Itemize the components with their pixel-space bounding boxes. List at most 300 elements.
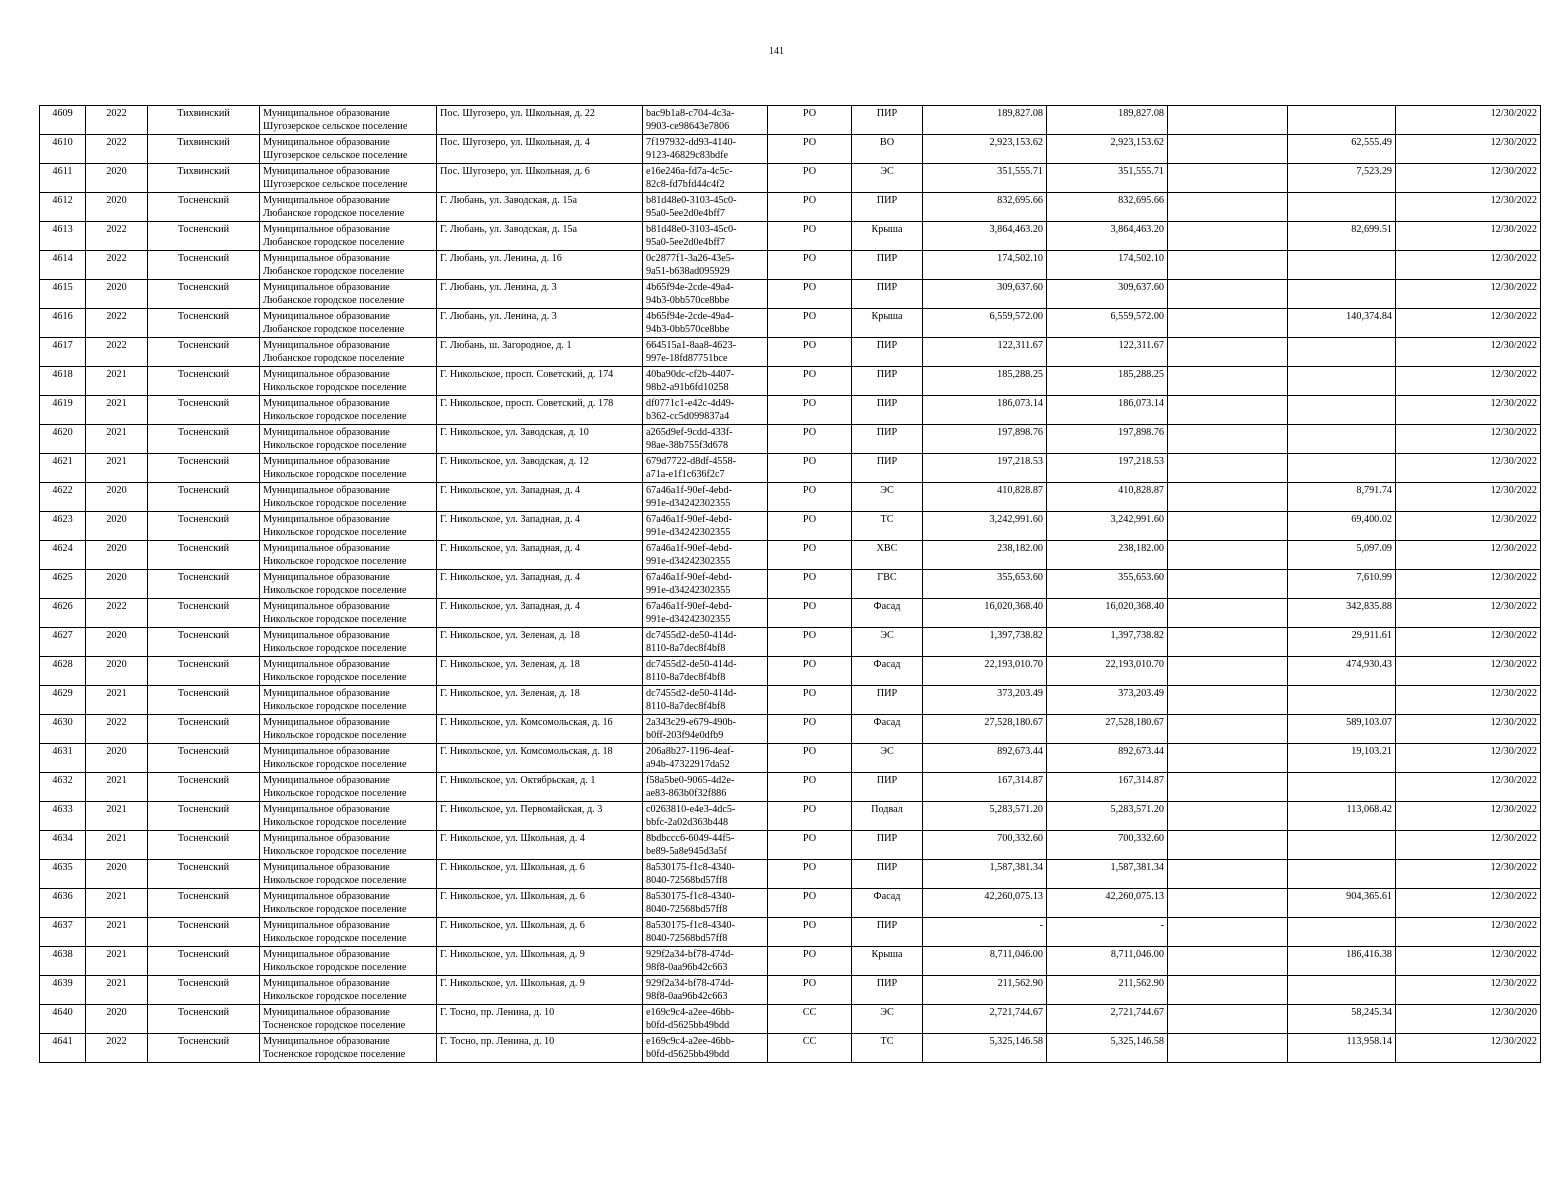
cell-cost-total: 197,218.53	[1047, 454, 1168, 483]
cell-house-id-line: a71a-e1f1c636f2c7	[646, 469, 725, 480]
cell-municipality-line: Муниципальное образование	[263, 253, 390, 264]
cell-house-id-line: 997e-18fd87751bce	[646, 353, 728, 364]
cell-amount	[1288, 773, 1396, 802]
cell-district: Тосненский	[148, 889, 260, 918]
cell-municipality	[260, 947, 437, 976]
cell-municipality-line: Муниципальное образование	[263, 572, 390, 583]
table-row	[40, 512, 1541, 541]
cell-house-id-line: c0263810-e4e3-4dc5-	[646, 804, 736, 815]
cell-work-type: ВО	[852, 135, 923, 164]
cell-house-id	[643, 889, 768, 918]
cell-year: 2021	[86, 831, 148, 860]
cell-address: Г. Никольское, ул. Заводская, д. 10	[437, 425, 643, 454]
cell-type: РО	[768, 744, 852, 773]
cell-row-number: 4616	[40, 309, 86, 338]
cell-municipality-line: Никольское городское поселение	[263, 846, 407, 857]
table-row	[40, 657, 1541, 686]
cell-house-id	[643, 222, 768, 251]
cell-municipality-line: Муниципальное образование	[263, 949, 390, 960]
cell-house-id	[643, 947, 768, 976]
cell-house-id	[643, 744, 768, 773]
cell-municipality-line: Муниципальное образование	[263, 456, 390, 467]
cell-address: Г. Никольское, ул. Школьная, д. 6	[437, 918, 643, 947]
cell-municipality-line: Муниципальное образование	[263, 804, 390, 815]
cell-address: Г. Никольское, ул. Западная, д. 4	[437, 599, 643, 628]
cell-date: 12/30/2022	[1396, 802, 1541, 831]
cell-year: 2020	[86, 280, 148, 309]
cell-type: РО	[768, 193, 852, 222]
cell-municipality-line: Никольское городское поселение	[263, 991, 407, 1002]
cell-district: Тосненский	[148, 454, 260, 483]
cell-date: 12/30/2022	[1396, 744, 1541, 773]
cell-row-number: 4621	[40, 454, 86, 483]
cell-row-number: 4631	[40, 744, 86, 773]
cell-type: РО	[768, 889, 852, 918]
cell-row-number: 4611	[40, 164, 86, 193]
cell-work-type: ПИР	[852, 454, 923, 483]
cell-house-id-line: f58a5be0-9065-4d2e-	[646, 775, 735, 786]
cell-municipality-line: Муниципальное образование	[263, 195, 390, 206]
cell-address: Г. Никольское, ул. Школьная, д. 9	[437, 976, 643, 1005]
cell-municipality-line: Никольское городское поселение	[263, 556, 407, 567]
cell-house-id-line: 4b65f94e-2cde-49a4-	[646, 311, 734, 322]
cell-date: 12/30/2022	[1396, 1034, 1541, 1063]
cell-house-id	[643, 367, 768, 396]
cell-municipality	[260, 889, 437, 918]
cell-house-id-line: 991e-d34242302355	[646, 556, 731, 567]
cell-address: Г. Любань, ул. Заводская, д. 15а	[437, 193, 643, 222]
cell-cost-total: 355,653.60	[1047, 570, 1168, 599]
cell-municipality-line: Муниципальное образование	[263, 1036, 390, 1047]
cell-amount: 69,400.02	[1288, 512, 1396, 541]
cell-municipality	[260, 338, 437, 367]
cell-cost: 5,325,146.58	[923, 1034, 1047, 1063]
cell-district: Тихвинский	[148, 164, 260, 193]
cell-cost-total: 2,923,153.62	[1047, 135, 1168, 164]
cell-district: Тихвинский	[148, 135, 260, 164]
cell-empty	[1168, 599, 1288, 628]
cell-year: 2020	[86, 512, 148, 541]
cell-empty	[1168, 1005, 1288, 1034]
table-row	[40, 106, 1541, 135]
cell-address: Г. Никольское, ул. Школьная, д. 9	[437, 947, 643, 976]
cell-type: РО	[768, 918, 852, 947]
cell-district: Тосненский	[148, 860, 260, 889]
cell-district: Тосненский	[148, 918, 260, 947]
table-row	[40, 541, 1541, 570]
cell-cost: 197,898.76	[923, 425, 1047, 454]
cell-row-number: 4629	[40, 686, 86, 715]
table-row	[40, 164, 1541, 193]
cell-municipality	[260, 541, 437, 570]
cell-amount: 8,791.74	[1288, 483, 1396, 512]
cell-date: 12/30/2022	[1396, 715, 1541, 744]
cell-date: 12/30/2022	[1396, 773, 1541, 802]
cell-cost: 22,193,010.70	[923, 657, 1047, 686]
cell-district: Тосненский	[148, 802, 260, 831]
cell-empty	[1168, 657, 1288, 686]
cell-work-type: ЭС	[852, 1005, 923, 1034]
cell-date: 12/30/2022	[1396, 628, 1541, 657]
table-row	[40, 773, 1541, 802]
cell-type: РО	[768, 309, 852, 338]
cell-municipality	[260, 628, 437, 657]
cell-house-id-line: 8110-8a7dec8f4bf8	[646, 672, 726, 683]
cell-house-id	[643, 135, 768, 164]
cell-empty	[1168, 686, 1288, 715]
cell-district: Тосненский	[148, 425, 260, 454]
cell-district: Тосненский	[148, 251, 260, 280]
cell-type: РО	[768, 715, 852, 744]
table-row	[40, 744, 1541, 773]
table-row	[40, 628, 1541, 657]
table-row	[40, 715, 1541, 744]
cell-municipality-line: Никольское городское поселение	[263, 817, 407, 828]
cell-empty	[1168, 164, 1288, 193]
cell-municipality-line: Муниципальное образование	[263, 224, 390, 235]
cell-district: Тосненский	[148, 599, 260, 628]
table-row	[40, 425, 1541, 454]
cell-amount	[1288, 280, 1396, 309]
cell-house-id-line: 8a530175-f1c8-4340-	[646, 920, 735, 931]
cell-municipality-line: Никольское городское поселение	[263, 614, 407, 625]
cell-year: 2021	[86, 976, 148, 1005]
page-number: 141	[769, 46, 784, 57]
cell-empty	[1168, 396, 1288, 425]
cell-municipality-line: Никольское городское поселение	[263, 933, 407, 944]
cell-empty	[1168, 1034, 1288, 1063]
cell-year: 2021	[86, 367, 148, 396]
cell-date: 12/30/2022	[1396, 280, 1541, 309]
cell-house-id	[643, 454, 768, 483]
cell-municipality-line: Никольское городское поселение	[263, 672, 407, 683]
cell-address: Г. Никольское, просп. Советский, д. 178	[437, 396, 643, 425]
table-row	[40, 193, 1541, 222]
cell-cost-total: 2,721,744.67	[1047, 1005, 1168, 1034]
cell-house-id-line: 664515a1-8aa8-4623-	[646, 340, 736, 351]
cell-empty	[1168, 135, 1288, 164]
table-row	[40, 976, 1541, 1005]
cell-work-type: ХВС	[852, 541, 923, 570]
cell-empty	[1168, 541, 1288, 570]
cell-house-id-line: 8110-8a7dec8f4bf8	[646, 701, 726, 712]
cell-type: РО	[768, 541, 852, 570]
cell-row-number: 4609	[40, 106, 86, 135]
cell-house-id	[643, 831, 768, 860]
cell-municipality-line: Муниципальное образование	[263, 340, 390, 351]
cell-cost-total: 351,555.71	[1047, 164, 1168, 193]
cell-date: 12/30/2022	[1396, 976, 1541, 1005]
cell-district: Тосненский	[148, 512, 260, 541]
cell-municipality-line: Муниципальное образование	[263, 601, 390, 612]
cell-municipality	[260, 860, 437, 889]
cell-house-id-line: 991e-d34242302355	[646, 498, 731, 509]
cell-cost: 355,653.60	[923, 570, 1047, 599]
cell-address: Г. Никольское, ул. Комсомольская, д. 16	[437, 715, 643, 744]
cell-row-number: 4628	[40, 657, 86, 686]
cell-work-type: Крыша	[852, 309, 923, 338]
cell-house-id-line: 9123-46829c83bdfe	[646, 150, 729, 161]
cell-amount: 19,103.21	[1288, 744, 1396, 773]
cell-empty	[1168, 889, 1288, 918]
cell-year: 2021	[86, 802, 148, 831]
cell-municipality	[260, 135, 437, 164]
cell-address: Г. Никольское, ул. Западная, д. 4	[437, 541, 643, 570]
cell-address: Г. Никольское, ул. Заводская, д. 12	[437, 454, 643, 483]
cell-cost-total: 410,828.87	[1047, 483, 1168, 512]
cell-municipality	[260, 193, 437, 222]
cell-row-number: 4612	[40, 193, 86, 222]
cell-work-type: ЭС	[852, 483, 923, 512]
cell-year: 2020	[86, 1005, 148, 1034]
cell-date: 12/30/2022	[1396, 889, 1541, 918]
cell-district: Тосненский	[148, 773, 260, 802]
cell-municipality	[260, 454, 437, 483]
cell-amount: 7,610.99	[1288, 570, 1396, 599]
cell-empty	[1168, 715, 1288, 744]
cell-row-number: 4632	[40, 773, 86, 802]
cell-house-id-line: 8110-8a7dec8f4bf8	[646, 643, 726, 654]
cell-amount	[1288, 193, 1396, 222]
cell-type: РО	[768, 280, 852, 309]
cell-municipality-line: Муниципальное образование	[263, 688, 390, 699]
cell-year: 2020	[86, 164, 148, 193]
cell-municipality-line: Никольское городское поселение	[263, 701, 407, 712]
cell-municipality	[260, 251, 437, 280]
cell-cost-total: 3,242,991.60	[1047, 512, 1168, 541]
cell-row-number: 4614	[40, 251, 86, 280]
cell-row-number: 4640	[40, 1005, 86, 1034]
cell-address: Г. Никольское, просп. Советский, д. 174	[437, 367, 643, 396]
cell-row-number: 4630	[40, 715, 86, 744]
cell-type: СС	[768, 1034, 852, 1063]
table-row	[40, 338, 1541, 367]
cell-type: РО	[768, 164, 852, 193]
cell-house-id	[643, 599, 768, 628]
cell-house-id-line: a265d9ef-9cdd-433f-	[646, 427, 733, 438]
cell-cost: 892,673.44	[923, 744, 1047, 773]
cell-cost: 27,528,180.67	[923, 715, 1047, 744]
cell-municipality-line: Муниципальное образование	[263, 108, 390, 119]
table-row	[40, 251, 1541, 280]
cell-cost: 832,695.66	[923, 193, 1047, 222]
cell-date: 12/30/2022	[1396, 135, 1541, 164]
cell-house-id-line: 82c8-fd7bfd44c4f2	[646, 179, 725, 190]
cell-date: 12/30/2022	[1396, 396, 1541, 425]
cell-district: Тосненский	[148, 309, 260, 338]
cell-address: Г. Никольское, ул. Первомайская, д. 3	[437, 802, 643, 831]
cell-address: Г. Любань, ул. Ленина, д. 3	[437, 309, 643, 338]
cell-empty	[1168, 454, 1288, 483]
cell-municipality	[260, 599, 437, 628]
cell-house-id	[643, 715, 768, 744]
cell-municipality	[260, 512, 437, 541]
cell-cost-total: 3,864,463.20	[1047, 222, 1168, 251]
cell-house-id-line: dc7455d2-de50-414d-	[646, 630, 737, 641]
cell-type: РО	[768, 483, 852, 512]
cell-address: Г. Никольское, ул. Школьная, д. 6	[437, 860, 643, 889]
cell-municipality-line: Любанское городское поселение	[263, 295, 405, 306]
cell-year: 2022	[86, 1034, 148, 1063]
cell-district: Тосненский	[148, 193, 260, 222]
cell-house-id-line: 4b65f94e-2cde-49a4-	[646, 282, 734, 293]
cell-municipality-line: Любанское городское поселение	[263, 266, 405, 277]
cell-empty	[1168, 628, 1288, 657]
cell-cost: 700,332.60	[923, 831, 1047, 860]
cell-type: РО	[768, 251, 852, 280]
cell-address: Г. Любань, ул. Ленина, д. 16	[437, 251, 643, 280]
cell-year: 2022	[86, 222, 148, 251]
cell-amount	[1288, 396, 1396, 425]
cell-address: Г. Никольское, ул. Зеленая, д. 18	[437, 657, 643, 686]
cell-house-id-line: df0771c1-e42c-4d49-	[646, 398, 735, 409]
cell-district: Тосненский	[148, 367, 260, 396]
cell-type: РО	[768, 425, 852, 454]
cell-row-number: 4637	[40, 918, 86, 947]
cell-cost-total: 42,260,075.13	[1047, 889, 1168, 918]
cell-house-id-line: 95a0-5ee2d0e4bff7	[646, 208, 726, 219]
table-row	[40, 1005, 1541, 1034]
cell-cost: 6,559,572.00	[923, 309, 1047, 338]
cell-cost-total: 892,673.44	[1047, 744, 1168, 773]
cell-address: Г. Любань, ш. Загородное, д. 1	[437, 338, 643, 367]
table-row	[40, 222, 1541, 251]
cell-type: РО	[768, 628, 852, 657]
cell-district: Тосненский	[148, 541, 260, 570]
cell-date: 12/30/2022	[1396, 164, 1541, 193]
cell-amount	[1288, 367, 1396, 396]
cell-cost-total: 167,314.87	[1047, 773, 1168, 802]
cell-house-id-line: 7f197932-dd93-4140-	[646, 137, 736, 148]
cell-work-type: ТС	[852, 1034, 923, 1063]
cell-address: Г. Тосно, пр. Ленина, д. 10	[437, 1005, 643, 1034]
cell-year: 2020	[86, 628, 148, 657]
cell-house-id	[643, 541, 768, 570]
cell-empty	[1168, 570, 1288, 599]
cell-house-id-line: 67a46a1f-90ef-4ebd-	[646, 543, 732, 554]
cell-house-id-line: dc7455d2-de50-414d-	[646, 659, 737, 670]
cell-year: 2021	[86, 425, 148, 454]
cell-house-id	[643, 773, 768, 802]
cell-amount	[1288, 425, 1396, 454]
cell-cost: 16,020,368.40	[923, 599, 1047, 628]
cell-address: Г. Любань, ул. Ленина, д. 3	[437, 280, 643, 309]
cell-house-id	[643, 570, 768, 599]
cell-date: 12/30/2022	[1396, 599, 1541, 628]
cell-cost-total: 832,695.66	[1047, 193, 1168, 222]
cell-municipality-line: Никольское городское поселение	[263, 382, 407, 393]
cell-municipality-line: Никольское городское поселение	[263, 730, 407, 741]
cell-work-type: ПИР	[852, 367, 923, 396]
cell-municipality-line: Никольское городское поселение	[263, 759, 407, 770]
cell-row-number: 4641	[40, 1034, 86, 1063]
cell-row-number: 4625	[40, 570, 86, 599]
cell-year: 2022	[86, 599, 148, 628]
table-row	[40, 135, 1541, 164]
cell-amount	[1288, 454, 1396, 483]
cell-year: 2022	[86, 715, 148, 744]
cell-amount	[1288, 251, 1396, 280]
cell-house-id-line: b81d48e0-3103-45c0-	[646, 224, 737, 235]
cell-house-id-line: 206a8b27-1196-4eaf-	[646, 746, 734, 757]
cell-district: Тихвинский	[148, 106, 260, 135]
cell-work-type: ПИР	[852, 396, 923, 425]
cell-address: Пос. Шугозеро, ул. Школьная, д. 6	[437, 164, 643, 193]
cell-type: РО	[768, 860, 852, 889]
cell-empty	[1168, 367, 1288, 396]
cell-house-id-line: 67a46a1f-90ef-4ebd-	[646, 485, 732, 496]
cell-house-id	[643, 512, 768, 541]
cell-address: Г. Никольское, ул. Зеленая, д. 18	[437, 686, 643, 715]
cell-district: Тосненский	[148, 396, 260, 425]
cell-cost: 167,314.87	[923, 773, 1047, 802]
cell-year: 2022	[86, 338, 148, 367]
cell-amount	[1288, 831, 1396, 860]
cell-row-number: 4639	[40, 976, 86, 1005]
cell-year: 2020	[86, 541, 148, 570]
cell-house-id-line: 991e-d34242302355	[646, 614, 731, 625]
cell-house-id-line: 8bdbccc6-6049-44f5-	[646, 833, 735, 844]
cell-date: 12/30/2022	[1396, 106, 1541, 135]
table-row	[40, 802, 1541, 831]
cell-house-id-line: 9a51-b638ad095929	[646, 266, 730, 277]
cell-row-number: 4634	[40, 831, 86, 860]
cell-house-id-line: 67a46a1f-90ef-4ebd-	[646, 601, 732, 612]
cell-address: Г. Никольское, ул. Западная, д. 4	[437, 512, 643, 541]
cell-cost: 211,562.90	[923, 976, 1047, 1005]
cell-municipality	[260, 222, 437, 251]
table-row	[40, 454, 1541, 483]
cell-house-id-line: b81d48e0-3103-45c0-	[646, 195, 737, 206]
cell-address: Г. Никольское, ул. Школьная, д. 4	[437, 831, 643, 860]
cell-municipality	[260, 396, 437, 425]
cell-cost-total: 197,898.76	[1047, 425, 1168, 454]
cell-municipality-line: Никольское городское поселение	[263, 962, 407, 973]
cell-cost: 1,587,381.34	[923, 860, 1047, 889]
table-row	[40, 860, 1541, 889]
cell-municipality-line: Никольское городское поселение	[263, 498, 407, 509]
cell-date: 12/30/2022	[1396, 309, 1541, 338]
cell-work-type: ПИР	[852, 976, 923, 1005]
cell-municipality	[260, 309, 437, 338]
cell-cost: 42,260,075.13	[923, 889, 1047, 918]
cell-house-id-line: 929f2a34-bf78-474d-	[646, 978, 734, 989]
cell-row-number: 4610	[40, 135, 86, 164]
cell-work-type: ЭС	[852, 744, 923, 773]
cell-row-number: 4619	[40, 396, 86, 425]
cell-work-type: ПИР	[852, 686, 923, 715]
cell-house-id	[643, 686, 768, 715]
cell-work-type: ПИР	[852, 860, 923, 889]
cell-amount	[1288, 338, 1396, 367]
cell-house-id-line: 94b3-0bb570ce8bbe	[646, 324, 730, 335]
cell-municipality-line: Муниципальное образование	[263, 514, 390, 525]
cell-municipality-line: Муниципальное образование	[263, 775, 390, 786]
cell-row-number: 4624	[40, 541, 86, 570]
cell-municipality-line: Муниципальное образование	[263, 717, 390, 728]
cell-year: 2020	[86, 193, 148, 222]
cell-amount	[1288, 860, 1396, 889]
cell-district: Тосненский	[148, 1005, 260, 1034]
cell-work-type: ПИР	[852, 280, 923, 309]
cell-type: РО	[768, 396, 852, 425]
cell-municipality	[260, 164, 437, 193]
cell-empty	[1168, 831, 1288, 860]
cell-year: 2021	[86, 889, 148, 918]
cell-row-number: 4623	[40, 512, 86, 541]
cell-house-id-line: 991e-d34242302355	[646, 585, 731, 596]
cell-house-id	[643, 106, 768, 135]
